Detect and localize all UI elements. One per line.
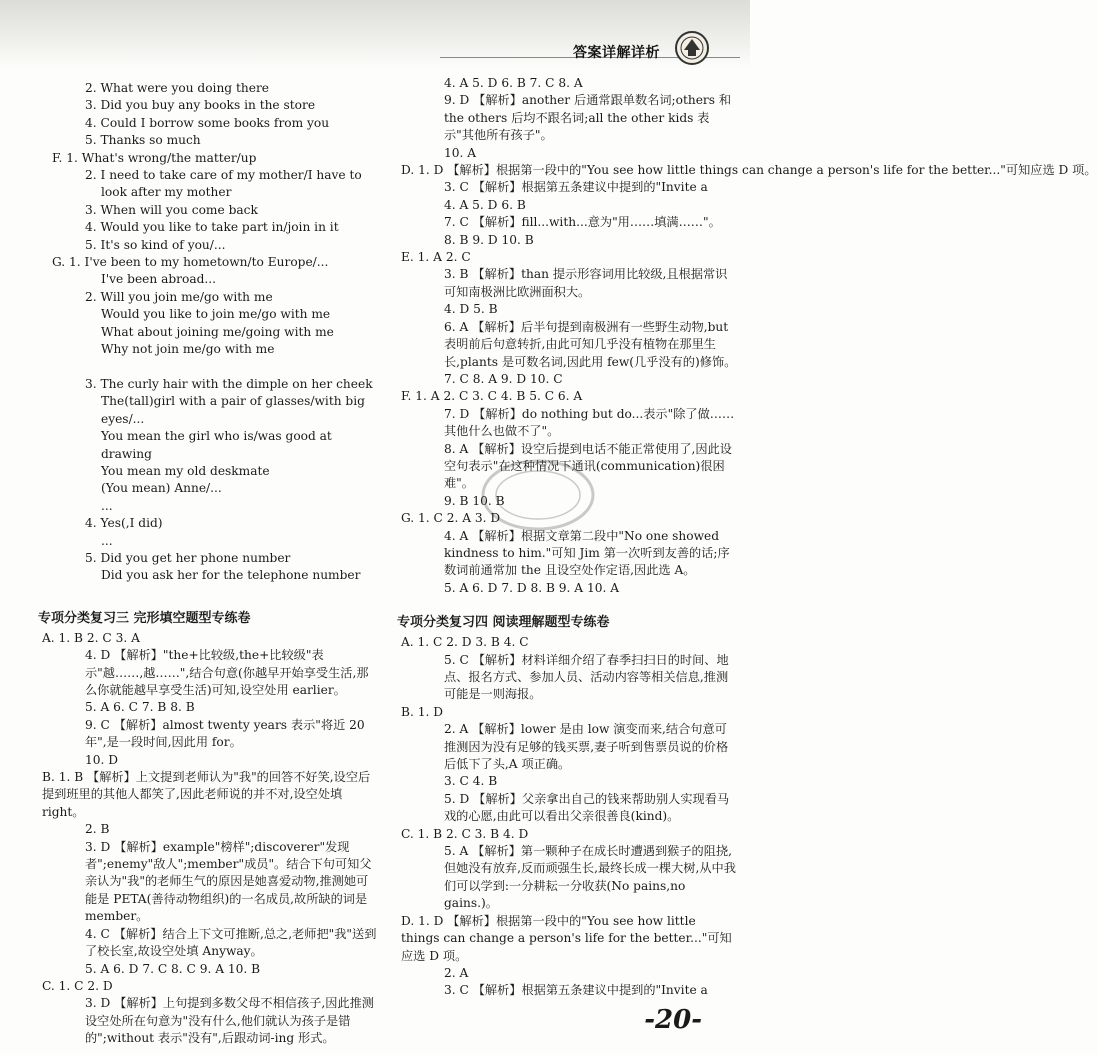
answer-line: You mean my old deskmate: [101, 463, 270, 478]
answer-explanation: 4. D 【解析】"the+比较级,the+比较级"表示"越……,越……",结合句意(你越早开始享受生活,那么你就能越早享受生活)可知,设空处用 earlier。: [85, 648, 369, 697]
answer-explanation: 9. C 【解析】almost twenty years 表示"将近 20 年",是一段时间,因此用 for。: [85, 717, 365, 750]
answer-explanation: 6. A 【解析】后半句提到南极洲有一些野生动物,but 表明前后句意转折,由此可知几乎没有植物在那里生长,plants 是可数名词,因此用 few(几乎没有的)修饰。: [444, 319, 737, 369]
answer-line: What about joining me/going with me: [101, 324, 334, 339]
answer-line: 7. C 8. A 9. D 10. C: [444, 371, 563, 386]
answer-line: D. 1. D 【解析】根据第一段中的"You see how little things can change a person's life for the better..."可知应选 D 项。: [401, 163, 1097, 178]
answer-line: A. 1. B 2. C 3. A: [42, 630, 140, 645]
header-title: 答案详解详析: [573, 45, 660, 61]
answer-line: F. 1. A 2. C 3. C 4. B 5. C 6. A: [401, 389, 583, 404]
answer-explanation: 4. A 【解析】根据文章第二段中"No one showed kindness to him."可知 Jim 第一次听到友善的话;序数词前通常加 the 且设空处作定语,因此选 A。: [444, 528, 730, 578]
answer-line: Did you ask her for the telephone number: [101, 568, 361, 583]
left-column: [38, 80, 378, 1048]
answer-line: 9. B 10. B: [444, 493, 505, 508]
answer-explanation: 7. D 【解析】do nothing but do...表示"除了做……其他什么也做不了"。: [444, 406, 735, 439]
answer-explanation: 3. D 【解析】上句提到多数父母不相信孩子,因此推测设空处所在句意为"没有什么,他们就认为孩子是错的";without 表示"没有",后跟动词-ing 形式。: [85, 996, 374, 1046]
answer-line: (You mean) Anne/...: [101, 481, 222, 496]
section-title: 专项分类复习四 阅读理解题型专练卷: [397, 615, 610, 631]
answer-explanation: 2. A 【解析】lower 是由 low 演变而来,结合句意可推测因为没有足够的钱买票,妻子听到售票员说的价格后低下了头,A 项正确。: [444, 722, 729, 772]
answer-line: 8. B 9. D 10. B: [444, 232, 534, 247]
answer-line: 5. A 6. D 7. D 8. B 9. A 10. A: [444, 580, 620, 595]
answer-line: 2. Will you join me/go with me: [85, 289, 273, 304]
answer-explanation: 5. A 【解析】第一颗种子在成长时遭遇到猴子的阻挠,但她没有放弃,反而顽强生长,最终长成一棵大树,从中我们可以学到:一分耕耘一分收获(No pains,no gains.)。: [444, 844, 736, 911]
answer-explanation: 9. D 【解析】another 后通常跟单数名词;others 和 the others 后均不跟名词;all the other kids 表示"其他所有孩子"。: [444, 93, 732, 143]
answer-explanation: 3. D 【解析】example"榜样";discoverer"发现者";enemy"敌人";member"成员"。结合下句可知父亲认为"我"的老师生气的原因是她喜爱动物,推测她可能是 PETA(善待动物组织)的一名成员,故所缺的词是 member。: [85, 839, 372, 924]
answer-line: 3. The curly hair with the dimple on her cheek: [85, 376, 373, 391]
answer-line: 2. A: [444, 965, 469, 980]
answer-line: G. 1. C 2. A 3. D: [401, 511, 501, 526]
answer-line: Would you like to join me/go with me: [101, 307, 331, 322]
right-column: [397, 75, 1097, 1000]
answer-line: 4. Could I borrow some books from you: [85, 115, 330, 130]
answer-line: You mean the girl who is/was good at: [101, 429, 332, 444]
answer-explanation: D. 1. D 【解析】根据第一段中的"You see how little things can change a person's life for the better..."可知应选 D 项。: [401, 913, 732, 963]
answer-line: The(tall)girl with a pair of glasses/with big: [101, 394, 365, 409]
answer-line: F. 1. What's wrong/the matter/up: [52, 150, 257, 165]
answer-line: 4. A 5. D 6. B: [444, 197, 526, 212]
answer-line: ...: [101, 533, 113, 548]
answer-line: 10. A: [444, 145, 477, 160]
answer-line: 2. What were you doing there: [85, 81, 269, 95]
answer-explanation: 3. C 【解析】根据第五条建议中提到的"Invite a: [444, 983, 708, 998]
answer-explanation: 8. A 【解析】设空后提到电话不能正常使用了,因此设空句表示"在这种情况下通讯(communication)很困难"。: [444, 441, 732, 491]
answer-line: 5. A 6. D 7. C 8. C 9. A 10. B: [85, 961, 261, 976]
answer-line: C. 1. B 2. C 3. B 4. D: [401, 826, 529, 841]
answer-line: A. 1. C 2. D 3. B 4. C: [401, 635, 529, 650]
answer-line: 4. Yes(,I did): [85, 516, 163, 531]
answer-explanation: 7. C 【解析】fill...with...意为"用……填满……"。: [444, 215, 721, 230]
answer-line: 3. Did you buy any books in the store: [85, 98, 316, 113]
answer-line: drawing: [101, 446, 152, 461]
answer-line: B. 1. D: [401, 704, 443, 719]
answer-line: 2. B: [85, 822, 110, 837]
answer-line: E. 1. A 2. C: [401, 250, 471, 265]
answer-explanation: B. 1. B 【解析】上文提到老师认为"我"的回答不好笑,设空后提到班里的其他人都笑了,因此老师说的并不对,设空处填 right。: [42, 770, 371, 819]
answer-line: Why not join me/go with me: [101, 342, 275, 357]
answer-line: 4. A 5. D 6. B 7. C 8. A: [444, 76, 583, 90]
answer-line: 5. It's so kind of you/...: [85, 237, 226, 252]
answer-line: 3. When will you come back: [85, 202, 258, 217]
answer-explanation: 5. C 【解析】材料详细介绍了春季扫扫日的时间、地点、报名方式、参加人员、活动内容等相关信息,推测可能是一则海报。: [444, 652, 729, 702]
answer-line: look after my mother: [101, 185, 232, 200]
publisher-logo-icon: [674, 30, 710, 66]
answer-line: 4. Would you like to take part in/join in it: [85, 220, 339, 235]
answer-line: C. 1. C 2. D: [42, 978, 113, 993]
answer-explanation: 3. B 【解析】than 提示形容词用比较级,且根据常识可知南极洲比欧洲面积大。: [444, 267, 728, 299]
answer-line: 5. Thanks so much: [85, 133, 201, 148]
answer-line: I've been abroad...: [101, 272, 217, 287]
answer-line: 5. A 6. C 7. B 8. B: [85, 700, 195, 715]
answer-line: ...: [101, 498, 113, 513]
answer-line: 5. Did you get her phone number: [85, 550, 291, 565]
section-title: 专项分类复习三 完形填空题型专练卷: [38, 610, 251, 626]
answer-explanation: 5. D 【解析】父亲拿出自己的钱来帮助别人实现看马戏的心愿,由此可以看出父亲很善良(kind)。: [444, 791, 730, 824]
answer-line: 2. I need to take care of my mother/I have to: [85, 168, 362, 183]
answer-explanation: 3. C 【解析】根据第五条建议中提到的"Invite a: [444, 180, 708, 195]
watermark-stamp-icon: [478, 455, 598, 535]
answer-line: 10. D: [85, 752, 119, 767]
answer-line: G. 1. I've been to my hometown/to Europe/...: [52, 255, 329, 270]
answer-line: 3. C 4. B: [444, 774, 498, 789]
page-number: -20-: [644, 1005, 702, 1035]
answer-explanation: 4. C 【解析】结合上下文可推断,总之,老师把"我"送到了校长室,故设空处填 Anyway。: [85, 926, 377, 959]
answer-line: 4. D 5. B: [444, 302, 498, 317]
answer-line: eyes/...: [101, 411, 145, 426]
